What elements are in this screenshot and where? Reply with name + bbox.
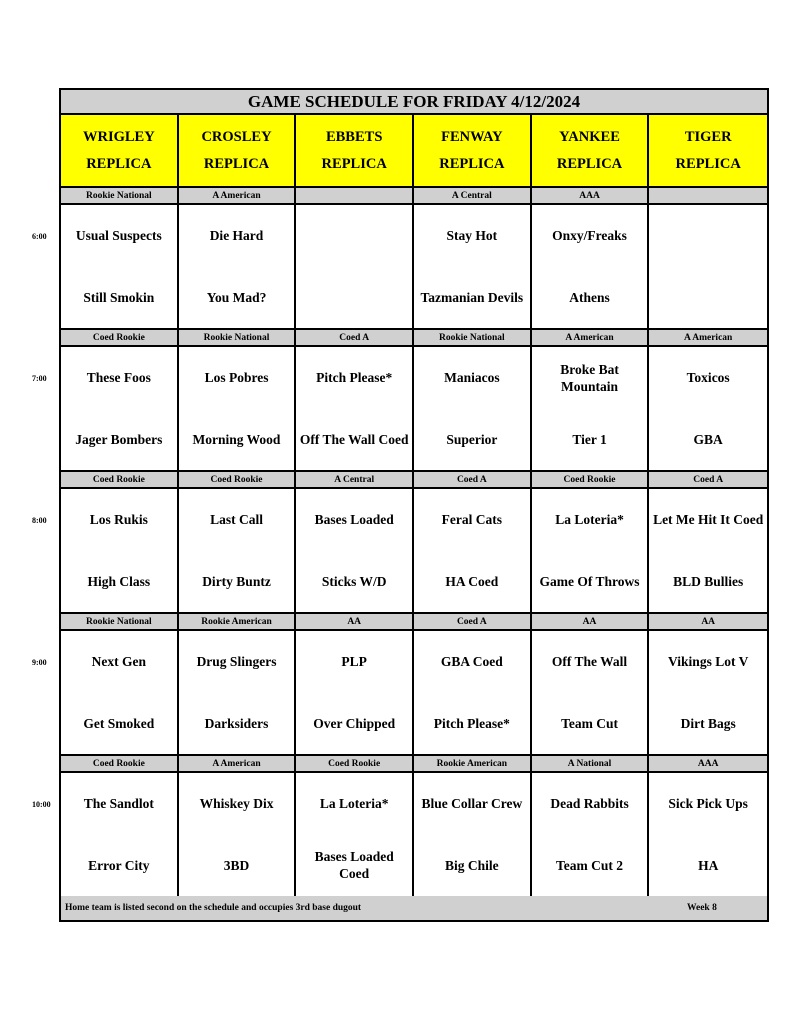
division-label: Coed Rookie [532,472,650,489]
away-team: Blue Collar Crew [421,796,523,812]
home-team: Team Cut [561,715,618,731]
game-cell [296,631,414,756]
division-label: Rookie American [179,614,297,631]
game-cell [649,773,767,898]
away-team: Feral Cats [441,512,503,528]
field-header-row [61,115,767,188]
division-label: AA [296,614,414,631]
away-team: Whiskey Dix [199,796,274,812]
division-label: Rookie National [414,330,532,347]
home-team: Game Of Throws [539,573,640,589]
home-team: HA Coed [445,573,499,589]
home-team: BLD Bullies [673,573,744,589]
home-team: Jager Bombers [75,431,163,447]
division-row [61,188,767,205]
division-label: AAA [649,756,767,773]
field-sub: REPLICA [556,155,623,172]
time-label: 8:00 [32,516,47,525]
home-team: Morning Wood [192,431,281,447]
game-cell [414,773,532,898]
game-cell [296,205,414,330]
game-cell [61,347,179,472]
time-label: 9:00 [32,658,47,667]
away-team: GBA Coed [440,654,503,670]
division-row [61,330,767,347]
away-team: Onxy/Freaks [552,228,627,244]
home-team: HA [698,857,719,873]
game-cell [61,631,179,756]
division-row [61,756,767,773]
game-cell [414,631,532,756]
away-team: Stay Hot [446,228,498,244]
division-label: Rookie National [179,330,297,347]
game-cell [532,205,650,330]
division-label: A Central [414,188,532,205]
home-team: Pitch Please* [433,715,510,731]
away-team: Drug Slingers [196,654,277,670]
division-label: Coed Rookie [179,472,297,489]
games-row [61,205,767,330]
field-name: YANKEE [559,128,620,145]
division-label: A American [649,330,767,347]
away-team: Maniacos [444,370,500,386]
game-cell [61,205,179,330]
home-team: Error City [88,857,150,873]
away-team: These Foos [86,370,151,386]
games-row [61,631,767,756]
home-team: Dirt Bags [680,715,736,731]
game-cell [649,347,767,472]
game-cell [532,631,650,756]
home-team: Still Smokin [83,289,155,305]
away-team: PLP [341,654,367,670]
home-team: Big Chile [445,857,499,873]
away-team: La Loteria* [319,796,389,812]
division-label: A American [532,330,650,347]
division-label: Coed A [414,472,532,489]
home-team: Get Smoked [83,715,155,731]
away-team: Vikings Lot V [668,654,749,670]
away-team: The Sandlot [83,796,154,812]
footer-note: Home team is listed second on the schedule and occupies 3rd base dugout [65,903,362,913]
game-cell [179,631,297,756]
division-label: A American [179,756,297,773]
field-header [61,115,179,188]
game-cell [532,489,650,614]
field-sub: REPLICA [321,155,387,172]
week-label: Week 8 [687,903,717,913]
home-team: Athens [569,289,610,305]
division-row [61,472,767,489]
home-team [296,267,412,329]
home-team: Darksiders [204,715,269,731]
division-label [649,188,767,205]
game-cell [296,489,414,614]
away-team: Los Rukis [89,512,148,528]
division-label: Coed Rookie [61,756,179,773]
game-cell [296,347,414,472]
time-label: 10:00 [32,800,51,809]
games-row [61,489,767,614]
division-label: Rookie National [61,614,179,631]
division-label: Coed Rookie [61,330,179,347]
away-team: Los Pobres [204,370,269,386]
game-cell [179,773,297,898]
division-label: Coed A [296,330,414,347]
field-name: CROSLEY [201,128,272,145]
away-team: Bases Loaded [314,512,394,528]
time-label: 6:00 [32,232,47,241]
away-team: Next Gen [91,654,147,670]
game-cell [179,489,297,614]
division-row [61,614,767,631]
division-label: Coed A [414,614,532,631]
home-team: 3BD [223,857,250,873]
home-team: Tazmanian Devils [420,289,524,305]
division-label: A Central [296,472,414,489]
games-row [61,773,767,898]
game-cell [296,773,414,898]
away-team: Broke Bat Mountain [560,361,619,394]
division-label: Coed A [649,472,767,489]
field-name: TIGER [684,128,732,145]
game-cell [414,347,532,472]
home-team: Superior [446,431,498,447]
away-team: Off The Wall [551,654,628,670]
games-row [61,347,767,472]
game-cell [179,205,297,330]
game-cell [532,347,650,472]
division-label: A American [179,188,297,205]
home-team: GBA [693,431,723,447]
schedule-title: GAME SCHEDULE FOR FRIDAY 4/12/2024 [61,90,767,115]
field-name: FENWAY [441,128,503,145]
home-team: Team Cut 2 [556,857,624,873]
away-team: Sick Pick Ups [668,796,748,812]
home-team: Bases Loaded Coed [314,849,394,882]
field-header [296,115,414,188]
division-label: A National [532,756,650,773]
field-name: EBBETS [325,128,383,145]
away-team [296,205,412,267]
time-label: 7:00 [32,374,47,383]
game-cell [649,205,767,330]
division-label: Coed Rookie [61,472,179,489]
division-label: Rookie American [414,756,532,773]
home-team: High Class [87,573,151,589]
home-team: Sticks W/D [321,573,387,589]
away-team: Pitch Please* [316,370,393,386]
home-team: You Mad? [206,289,267,305]
field-header [649,115,767,188]
home-team: Tier 1 [572,431,607,447]
game-cell [532,773,650,898]
division-label: AA [532,614,650,631]
schedule-footer [61,896,767,920]
game-cell [414,205,532,330]
home-team [649,267,767,329]
field-sub: REPLICA [439,155,505,172]
away-team: Toxicos [686,370,730,386]
away-team: La Loteria* [555,512,624,528]
field-header [532,115,650,188]
game-cell [649,631,767,756]
home-team: Dirty Buntz [202,573,271,589]
division-label [296,188,414,205]
division-label: Coed Rookie [296,756,414,773]
game-cell [61,489,179,614]
away-team: Die Hard [209,228,264,244]
game-cell [61,773,179,898]
home-team: Over Chipped [313,715,396,731]
away-team: Let Me Hit It Coed [653,512,764,528]
away-team [649,205,767,267]
home-team: Off The Wall Coed [299,431,409,447]
field-name: WRIGLEY [82,128,155,145]
game-cell [414,489,532,614]
schedule-table [59,88,769,922]
away-team: Usual Suspects [75,228,162,244]
division-label: Rookie National [61,188,179,205]
field-sub: REPLICA [203,155,270,172]
game-cell [649,489,767,614]
division-label: AA [649,614,767,631]
away-team: Dead Rabbits [550,796,629,812]
field-sub: REPLICA [86,155,152,172]
division-label: AAA [532,188,650,205]
game-cell [179,347,297,472]
field-header [179,115,297,188]
away-team: Last Call [210,512,263,528]
field-header [414,115,532,188]
field-sub: REPLICA [675,155,741,172]
